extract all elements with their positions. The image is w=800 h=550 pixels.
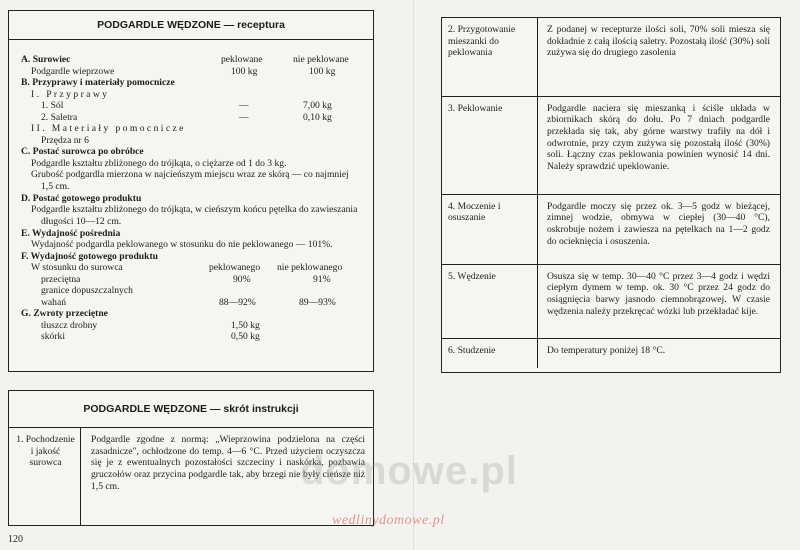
yield-relation: W stosunku do surowca — [31, 262, 123, 274]
spices-subheader: I. Przyprawy — [31, 88, 110, 100]
step-text: Podgardle moczy się przez ok. 3—5 godz w bieżącej, zimnej wodzie, obmywa w ciepłej (30—40 °C), oskrobuje nożem i zawiesza na pętelkach na 1—2 godz do ocieknięcia i osuszenia. — [547, 200, 770, 247]
step-row — [442, 96, 780, 194]
spice-value: 0,10 kg — [303, 111, 332, 123]
yield-col-peklowanego: peklowanego — [209, 262, 261, 274]
step-row — [442, 194, 780, 264]
step-row — [442, 264, 780, 338]
section-a-header-row — [21, 54, 361, 66]
section-d-header: D. Postać gotowego produktu — [21, 192, 142, 204]
return-value: 1,50 kg — [231, 319, 260, 331]
step-text: Podgardle zgodne z normą: „Wieprzowina podzielona na części zasadnicze", ochłodzone do temp. 4—6 °C. Przed użyciem oczyszcza się je z ewentualnych pozostałości szczeciny i naskórka, pozbawia gruczołów oraz przycina podgardle tak, aby brzegi nie były cieńsze niż 1,5 cm. — [91, 434, 365, 492]
step-text: Do temperatury poniżej 18 °C. — [547, 344, 666, 356]
section-c-header: C. Postać surowca po obróbce — [21, 146, 144, 157]
section-b-header: B. Przyprawy i materiały pomocnicze — [21, 77, 175, 88]
page-number: 120 — [8, 534, 23, 545]
aux-materials-subheader: II. Materiały pomocnicze — [31, 123, 186, 134]
col-nie-peklowane: nie peklowane — [293, 54, 349, 65]
step-label: 4. Moczenie i osuszanie — [442, 194, 538, 264]
section-e-text: Wydajność podgardla peklowanego w stosunku do nie peklowanego — 101%. — [31, 239, 333, 251]
col-peklowane: peklowane — [221, 54, 263, 65]
step-label: 1. Pochodzenie i jakość surowca — [9, 428, 81, 526]
section-a-header: A. Surowiec — [21, 54, 71, 65]
spice-row — [21, 100, 361, 112]
raw-material-v2: 100 kg — [309, 65, 336, 77]
spice-value: 7,00 kg — [303, 100, 332, 111]
recipe-box — [8, 10, 374, 372]
recipe-content — [9, 40, 373, 343]
spice-dash: — — [239, 111, 249, 123]
yield-range-label-row — [21, 285, 361, 297]
spice-row — [21, 112, 361, 124]
return-row — [21, 320, 361, 332]
return-name: skórki — [41, 331, 65, 343]
watermark-large: domowe.pl — [300, 449, 518, 493]
section-f-header: F. Wydajność gotowego produktu — [21, 250, 159, 262]
return-name: tłuszcz drobny — [41, 319, 98, 331]
section-e-header: E. Wydajność pośrednia — [21, 227, 121, 239]
yield-range-label-2: wahań — [41, 296, 67, 308]
step-row — [442, 338, 780, 368]
yield-range-row — [21, 297, 361, 309]
steps-table — [442, 18, 780, 368]
section-c-text-2: Grubość podgardla mierzona w najcieńszym miejscu wraz ze skórą — co najmniej 1,5 cm. — [31, 169, 349, 192]
raw-material-name: Podgardle wieprzowe — [31, 65, 115, 77]
section-d-text: Podgardle kształtu zbliżonego do trójkąta, w cieńszym końcu pętelka do zawieszania długości 10—12 cm. — [31, 204, 358, 227]
step-label: 6. Studzenie — [442, 338, 538, 368]
yield-avg-row — [21, 274, 361, 286]
yield-avg-v2: 91% — [313, 273, 331, 285]
return-value: 0,50 kg — [231, 331, 260, 343]
aux-material-item: Przędza nr 6 — [41, 134, 89, 146]
step-row — [442, 18, 780, 96]
yield-header-row — [21, 262, 361, 274]
yield-avg-label: przeciętna — [41, 273, 81, 285]
section-a-item-row — [21, 66, 361, 78]
yield-range-v2: 89—93% — [299, 296, 336, 308]
step-label: 3. Peklowanie — [442, 96, 538, 194]
raw-material-v1: 100 kg — [231, 65, 258, 77]
recipe-title: PODGARDLE WĘDZONE — receptura — [9, 11, 373, 40]
yield-range-v1: 88—92% — [219, 296, 256, 308]
step-label: 5. Wędzenie — [442, 264, 538, 338]
yield-col-nie-peklowanego: nie peklowanego — [277, 262, 343, 274]
short-instructions-title: PODGARDLE WĘDZONE — skrót instrukcji — [9, 391, 373, 428]
spice-name: 1. Sól — [41, 100, 64, 111]
watermark-small: wedlinydomowe.pl — [332, 513, 445, 528]
return-row — [21, 331, 361, 343]
spice-name: 2. Saletra — [41, 111, 78, 123]
step-text: Podgardle naciera się mieszanką i ściśle układa w zbiornikach skórą do dołu. Po 7 dniach podgardle przekłada się tak, aby górne warstwy trafiły na dół i odwrotnie, przy czym zużywa się pozostałą ilość (30%) soli. Łączny czas peklowania powinien wynosić 14 dni. Należy sprawdzić upeklowanie. — [547, 102, 770, 173]
section-g-header: G. Zwroty przeciętne — [21, 308, 108, 320]
step-label: 2. Przygotowanie mieszanki do peklowania — [442, 18, 538, 96]
section-c-text-1: Podgardle kształtu zbliżonego do trójkąta, o ciężarze od 1 do 3 kg. — [31, 157, 287, 169]
steps-table-box — [441, 17, 781, 373]
spice-dash: — — [239, 100, 249, 111]
step-text: Z podanej w recepturze ilości soli, 70% soli miesza się dokładnie z całą ilością saletry. Pozostałą ilość (30%) soli zużywa się do drugiego zasolenia — [547, 24, 770, 59]
step-text: Osusza się w temp. 30—40 °C przez 3—4 godz i wędzi ciepłym dymem w temp. ok. 30 °C przez 24 godz do osiągnięcia barwy jasnodo ciemnobrązowej. W czasie wędzenia należy przekręcać wózki lub przekładać kije. — [547, 270, 770, 317]
yield-range-label-1: granice dopuszczalnych — [41, 285, 133, 297]
yield-avg-v1: 90% — [233, 273, 251, 285]
